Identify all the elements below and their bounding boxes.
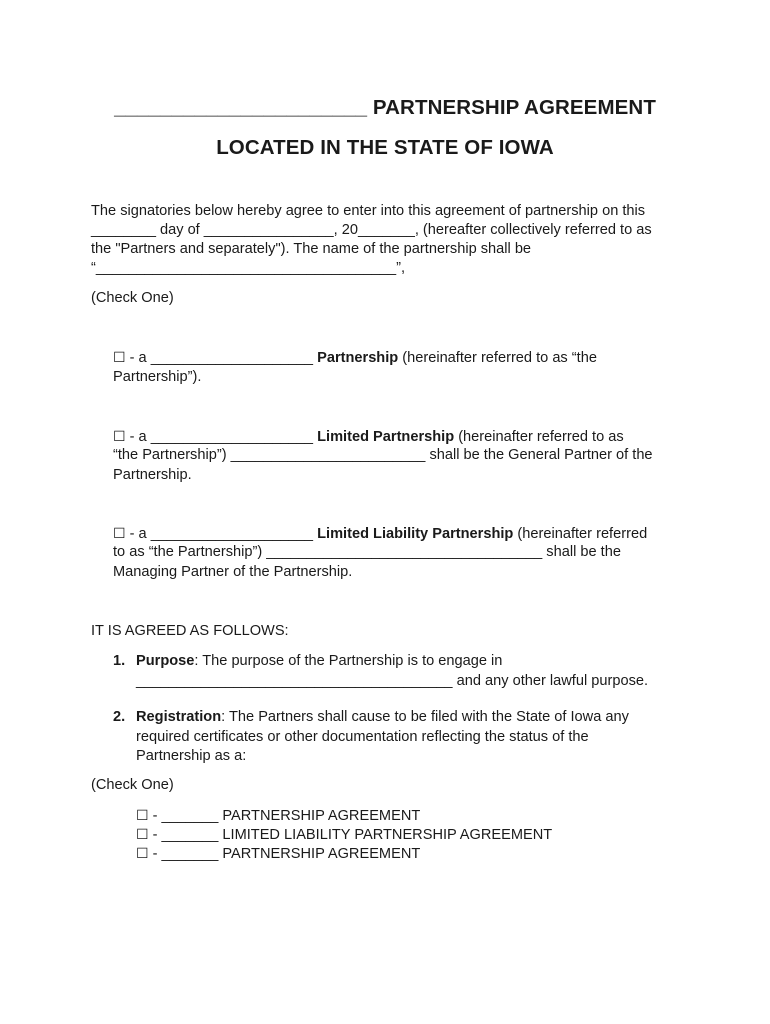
item-purpose-bold: Purpose — [136, 653, 195, 669]
option-llp-line-3: Managing Partner of the Partnership. — [113, 564, 353, 580]
item-purpose-text: : The purpose of the Partnership is to engage in — [194, 653, 503, 669]
option-llp-bold: Limited Liability Partnership — [317, 526, 514, 542]
reg-option-1-label: - _______ PARTNERSHIP AGREEMENT — [148, 808, 421, 824]
reg-option-2 — [136, 825, 552, 844]
item-purpose — [136, 652, 502, 670]
option-limited-partnership-line-3: Partnership. — [113, 467, 192, 483]
agreed-heading: IT IS AGREED AS FOLLOWS: — [91, 623, 289, 639]
document-subtitle: LOCATED IN THE STATE OF IOWA — [216, 136, 554, 159]
reg-option-1 — [136, 806, 420, 825]
intro-line-1: The signatories below hereby agree to enter into this agreement of partnership on this — [91, 203, 646, 219]
item-registration — [136, 708, 629, 726]
option-limited-partnership-post: (hereinafter referred to as — [454, 429, 624, 445]
item-registration-line-3: Partnership as a: — [136, 748, 247, 764]
reg-option-3-label: - _______ PARTNERSHIP AGREEMENT — [148, 846, 421, 862]
reg-option-3 — [136, 844, 420, 863]
checkbox-llp[interactable]: ☐ — [113, 525, 126, 541]
option-partnership — [113, 348, 597, 367]
item-2-number: 2. — [113, 709, 126, 725]
reg-option-2-label: - _______ LIMITED LIABILITY PARTNERSHIP AGREEMENT — [148, 827, 553, 843]
item-registration-line-2: required certificates or other documentation reflecting the status of the — [136, 729, 589, 745]
option-partnership-post: (hereinafter referred to as “the — [398, 350, 597, 366]
option-llp-line-2: to as “the Partnership”) __________________________________ shall be the — [113, 544, 621, 560]
option-llp — [113, 524, 647, 543]
item-1-number: 1. — [113, 653, 126, 669]
item-registration-bold: Registration — [136, 709, 222, 725]
checkbox-reg-3[interactable]: ☐ — [136, 845, 149, 861]
option-llp-pre: - a ____________________ — [125, 526, 318, 542]
intro-line-3: the "Partners and separately"). The name of the partnership shall be — [91, 241, 532, 257]
check-one-label: (Check One) — [91, 290, 174, 306]
item-purpose-line-2: _______________________________________ and any other lawful purpose. — [136, 673, 649, 689]
option-limited-partnership-pre: - a ____________________ — [125, 429, 318, 445]
intro-line-2: ________ day of ________________, 20_______, (hereafter collectively referred to as — [91, 222, 652, 238]
intro-line-4: “_____________________________________”, — [91, 260, 406, 276]
option-partnership-bold: Partnership — [317, 350, 399, 366]
item-registration-text: : The Partners shall cause to be filed with the State of Iowa any — [221, 709, 629, 725]
option-partnership-line-2: Partnership”). — [113, 369, 202, 385]
checkbox-reg-1[interactable]: ☐ — [136, 807, 149, 823]
checkbox-limited-partnership[interactable]: ☐ — [113, 428, 126, 444]
option-llp-post: (hereinafter referred — [513, 526, 648, 542]
document-title: ______________________ PARTNERSHIP AGREEMENT — [114, 96, 656, 119]
checkbox-partnership[interactable]: ☐ — [113, 349, 126, 365]
option-limited-partnership — [113, 427, 624, 446]
check-one-label-2: (Check One) — [91, 777, 174, 793]
option-limited-partnership-bold: Limited Partnership — [317, 429, 455, 445]
checkbox-reg-2[interactable]: ☐ — [136, 826, 149, 842]
option-limited-partnership-line-2: “the Partnership”) ________________________ shall be the General Partner of the — [113, 447, 653, 463]
option-partnership-pre: - a ____________________ — [125, 350, 318, 366]
